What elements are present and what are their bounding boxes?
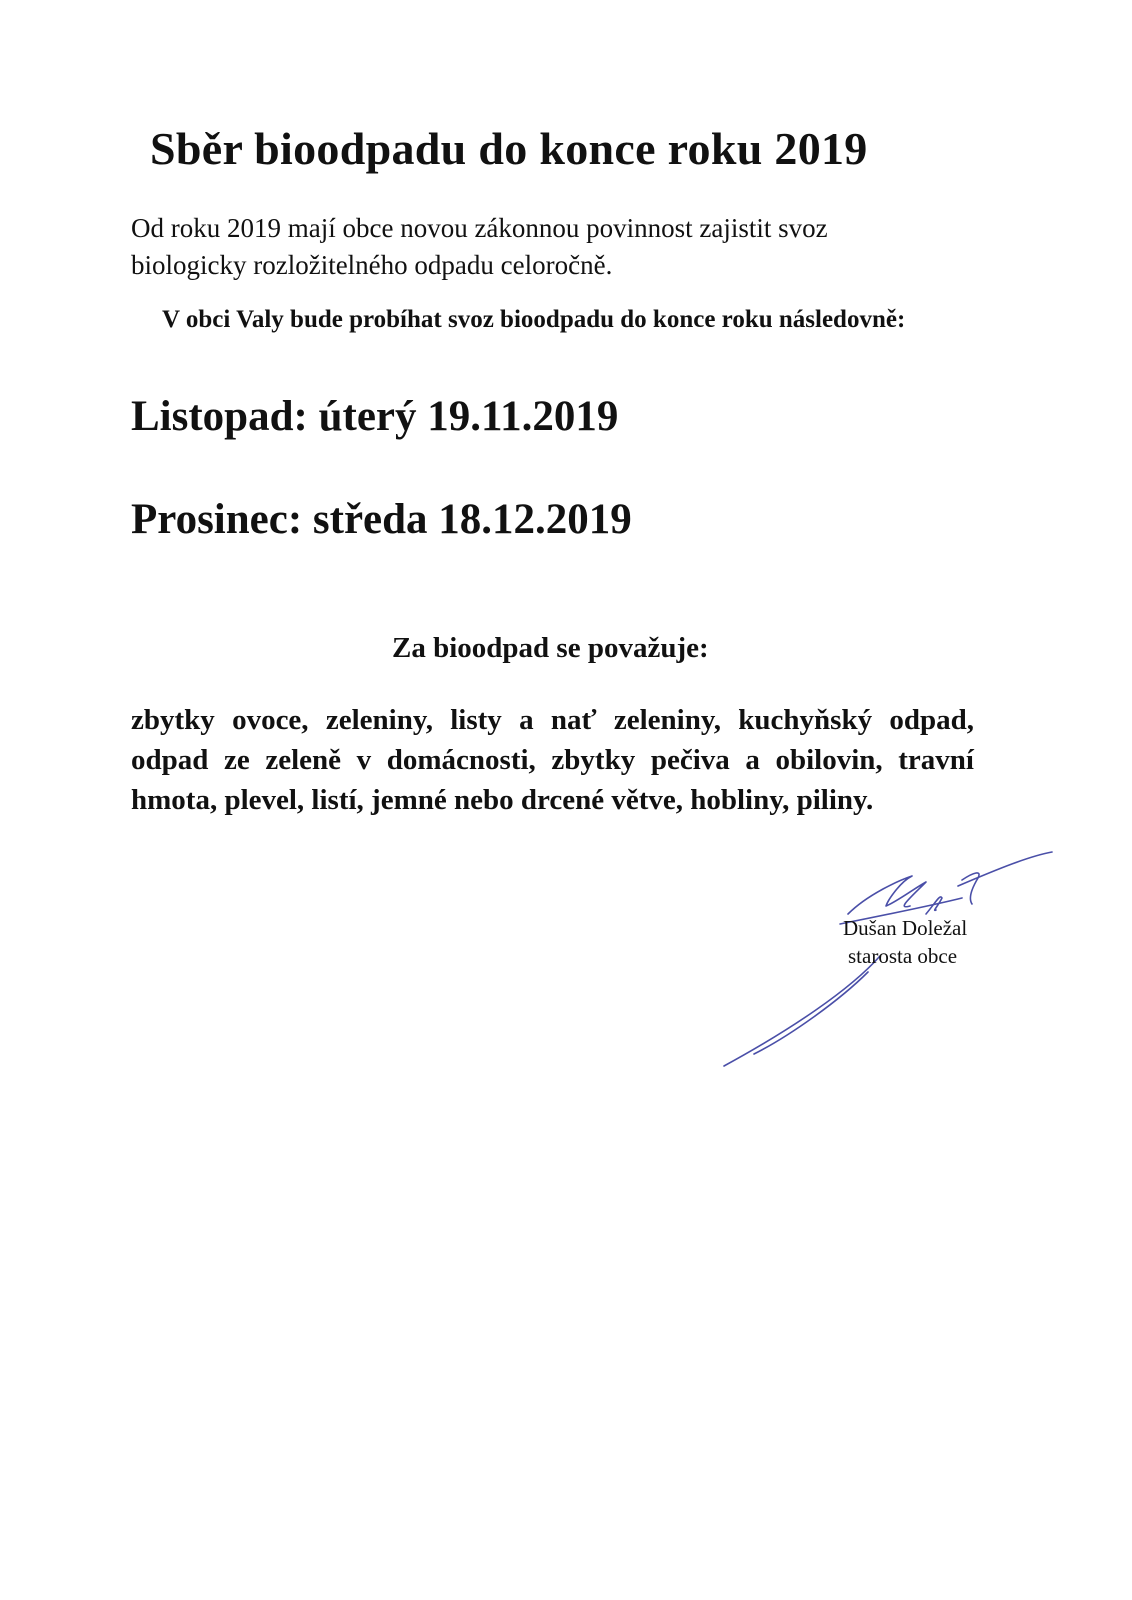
- signatory-role: starosta obce: [848, 944, 958, 968]
- announcement-text: V obci Valy bude probíhat svoz bioodpadu do konce roku následovně:: [162, 306, 906, 333]
- signatory-name: Dušan Doležal: [843, 916, 968, 940]
- considered-items-paragraph: zbytky ovoce, zeleniny, listy a nať zeleniny, kuchyňský odpad, odpad ze zeleně v domácnosti, zbytky pečiva a obilovin, travní hmota, plevel, listí, jemné nebo drcené větve, hobliny, piliny.: [131, 704, 974, 816]
- considered-heading: Za bioodpad se považuje:: [392, 632, 709, 664]
- collection-date-november: Listopad: úterý 19.11.2019: [131, 393, 619, 440]
- document-title: Sběr bioodpadu do konce roku 2019: [150, 123, 868, 174]
- collection-date-december: Prosinec: středa 18.12.2019: [131, 496, 632, 543]
- intro-paragraph: Od roku 2019 mají obce novou zákonnou povinnost zajistit svoz biologicky rozložitelného odpadu celoročně.: [131, 213, 828, 280]
